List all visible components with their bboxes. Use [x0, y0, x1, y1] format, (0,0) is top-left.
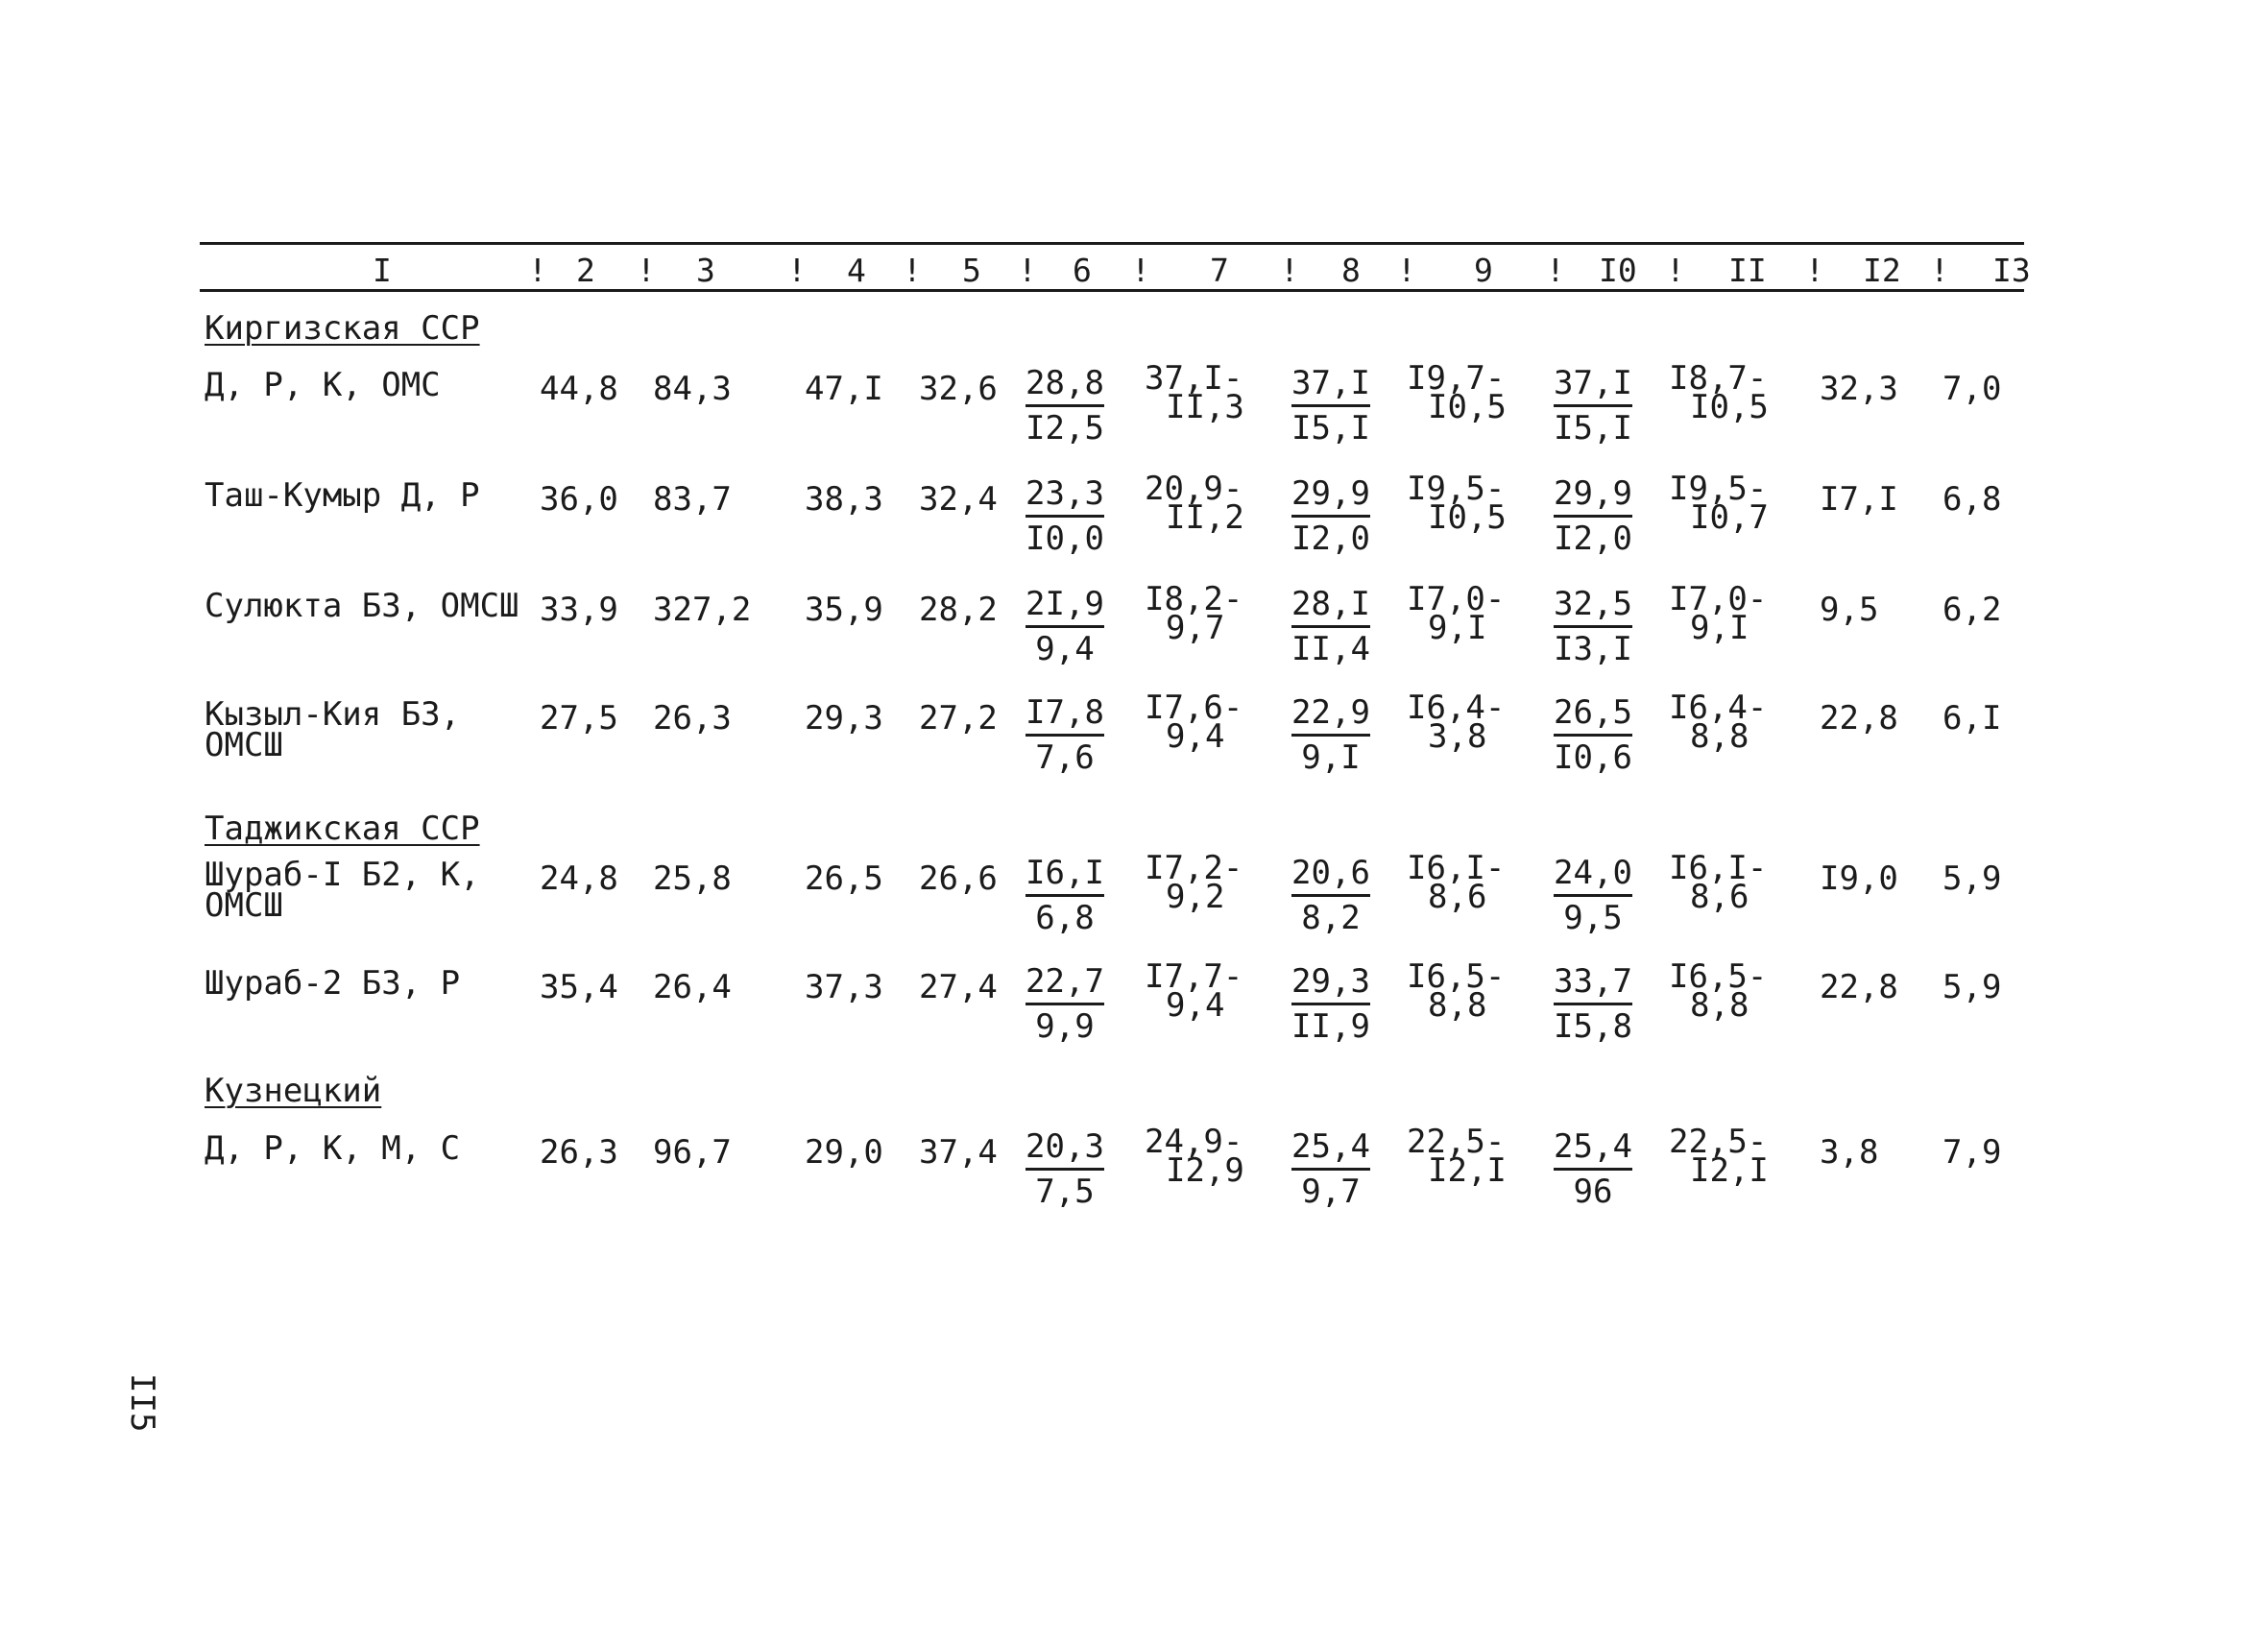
table-cell: 5,9: [1942, 859, 2002, 898]
column-separator: !: [1131, 252, 1150, 289]
table-cell: 27,5: [540, 699, 618, 738]
fraction-denominator: I0,6: [1554, 738, 1632, 777]
fraction-numerator: 28,8: [1025, 364, 1104, 407]
column-header-12: I2: [1863, 252, 1901, 289]
table-cell: 7,0: [1942, 370, 2002, 408]
table-cell: 35,9: [805, 591, 883, 629]
range-cell: [1669, 470, 1769, 537]
range-cell: [1407, 359, 1507, 426]
table-top-rule: [200, 242, 2024, 245]
range-start: I7,0-: [1407, 580, 1506, 618]
page-number: II5: [123, 1373, 161, 1433]
fraction-cell: [1025, 585, 1104, 668]
column-header-10: I0: [1599, 252, 1637, 289]
range-end: I0,5: [1428, 498, 1507, 537]
table-header-rule: [200, 289, 2024, 292]
fraction-denominator: 9,4: [1035, 630, 1095, 668]
fraction-numerator: 28,I: [1291, 585, 1370, 628]
range-end: II,3: [1166, 388, 1244, 426]
range-start: I7,0-: [1669, 580, 1768, 618]
table-cell: 25,8: [653, 859, 732, 898]
range-end: 8,6: [1690, 878, 1749, 916]
fraction-cell: [1291, 1127, 1370, 1211]
fraction-denominator: 6,8: [1035, 899, 1095, 937]
column-header-4: 4: [847, 252, 866, 289]
table-cell: 327,2: [653, 591, 752, 629]
fraction-denominator: 7,5: [1035, 1173, 1095, 1211]
table-cell: I9,0: [1820, 859, 1898, 898]
fraction-numerator: 20,3: [1025, 1127, 1104, 1171]
section-heading: Киргизская ССР: [205, 309, 480, 348]
fraction-numerator: 29,9: [1554, 474, 1632, 518]
range-start: I6,4-: [1407, 689, 1506, 727]
fraction-numerator: 20,6: [1291, 854, 1370, 897]
fraction-numerator: 23,3: [1025, 474, 1104, 518]
fraction-denominator: I5,I: [1291, 409, 1370, 448]
table-cell: 6,I: [1942, 699, 2002, 738]
fraction-denominator: 96: [1573, 1173, 1613, 1211]
table-cell: 38,3: [805, 480, 883, 519]
table-cell: 22,8: [1820, 968, 1898, 1006]
fraction-numerator: 29,9: [1291, 474, 1370, 518]
range-cell: [1407, 1123, 1507, 1190]
table-cell: 37,3: [805, 968, 883, 1006]
fraction-denominator: 9,I: [1301, 738, 1361, 777]
range-cell: [1407, 849, 1506, 916]
column-separator: !: [1546, 252, 1565, 289]
column-separator: !: [637, 252, 656, 289]
fraction-numerator: I7,8: [1025, 693, 1104, 737]
range-cell: [1145, 359, 1244, 426]
table-cell: 35,4: [540, 968, 618, 1006]
range-end: I0,5: [1428, 388, 1507, 426]
table-cell: 22,8: [1820, 699, 1898, 738]
column-separator: !: [1018, 252, 1037, 289]
table-cell: 26,4: [653, 968, 732, 1006]
fraction-numerator: 26,5: [1554, 693, 1632, 737]
fraction-denominator: II,4: [1291, 630, 1370, 668]
row-label: Шураб-2 Б3, Р: [205, 964, 461, 1003]
row-label: Сулюкта Б3, ОМСШ: [205, 587, 519, 625]
fraction-numerator: 37,I: [1291, 364, 1370, 407]
table-cell: 84,3: [653, 370, 732, 408]
fraction-numerator: 24,0: [1554, 854, 1632, 897]
range-start: I7,7-: [1145, 957, 1243, 996]
range-end: 8,8: [1690, 986, 1749, 1025]
table-cell: 27,4: [919, 968, 998, 1006]
column-separator: !: [903, 252, 922, 289]
column-header-5: 5: [962, 252, 981, 289]
table-cell: 26,6: [919, 859, 998, 898]
range-start: 24,9-: [1145, 1123, 1243, 1161]
range-start: I9,5-: [1407, 470, 1506, 508]
column-separator: !: [787, 252, 807, 289]
fraction-numerator: 32,5: [1554, 585, 1632, 628]
table-cell: 83,7: [653, 480, 732, 519]
fraction-numerator: 2I,9: [1025, 585, 1104, 628]
table-cell: I7,I: [1820, 480, 1898, 519]
range-start: I9,5-: [1669, 470, 1768, 508]
table-cell: 26,3: [653, 699, 732, 738]
column-header-9: 9: [1474, 252, 1493, 289]
fraction-denominator: I5,8: [1554, 1007, 1632, 1046]
range-start: I6,4-: [1669, 689, 1768, 727]
column-separator: !: [1397, 252, 1416, 289]
range-end: 9,I: [1428, 609, 1487, 647]
range-end: 8,6: [1428, 878, 1487, 916]
table-cell: 44,8: [540, 370, 618, 408]
range-end: 8,8: [1428, 986, 1487, 1025]
range-cell: [1669, 359, 1769, 426]
column-separator: !: [1280, 252, 1299, 289]
table-cell: 29,3: [805, 699, 883, 738]
fraction-denominator: I3,I: [1554, 630, 1632, 668]
range-start: I8,2-: [1145, 580, 1243, 618]
range-cell: [1407, 957, 1506, 1025]
fraction-numerator: 29,3: [1291, 962, 1370, 1005]
fraction-cell: [1025, 693, 1104, 777]
column-header-2: 2: [576, 252, 595, 289]
fraction-denominator: 7,6: [1035, 738, 1095, 777]
range-start: 37,I-: [1145, 359, 1243, 398]
fraction-numerator: I6,I: [1025, 854, 1104, 897]
range-cell: [1145, 849, 1243, 916]
range-start: I6,I-: [1669, 849, 1768, 887]
fraction-cell: [1025, 962, 1104, 1046]
range-cell: [1145, 470, 1244, 537]
column-separator: !: [528, 252, 547, 289]
fraction-cell: [1291, 962, 1370, 1046]
section-heading: Таджикская ССР: [205, 810, 480, 848]
column-separator: !: [1666, 252, 1685, 289]
column-separator: !: [1930, 252, 1949, 289]
range-cell: [1145, 580, 1243, 647]
range-end: 9,4: [1166, 717, 1225, 756]
row-label: Шураб-I Б2, К, ОМСШ: [205, 856, 480, 925]
column-header-8: 8: [1341, 252, 1361, 289]
range-start: I8,7-: [1669, 359, 1768, 398]
range-end: 9,7: [1166, 609, 1225, 647]
range-cell: [1145, 689, 1243, 756]
fraction-cell: [1554, 854, 1632, 937]
column-header-7: 7: [1210, 252, 1229, 289]
range-end: 9,2: [1166, 878, 1225, 916]
range-cell: [1669, 689, 1768, 756]
fraction-numerator: 22,9: [1291, 693, 1370, 737]
fraction-numerator: 37,I: [1554, 364, 1632, 407]
row-label: Д, Р, К, М, С: [205, 1129, 461, 1168]
table-cell: 47,I: [805, 370, 883, 408]
fraction-cell: [1291, 854, 1370, 937]
table-cell: 24,8: [540, 859, 618, 898]
range-end: 8,8: [1690, 717, 1749, 756]
table-cell: 32,6: [919, 370, 998, 408]
fraction-cell: [1554, 474, 1632, 558]
range-cell: [1407, 689, 1506, 756]
fraction-cell: [1554, 1127, 1632, 1211]
fraction-denominator: 9,5: [1563, 899, 1623, 937]
range-cell: [1669, 957, 1768, 1025]
range-start: I9,7-: [1407, 359, 1506, 398]
table-cell: 7,9: [1942, 1133, 2002, 1172]
fraction-cell: [1554, 364, 1632, 448]
fraction-cell: [1554, 585, 1632, 668]
range-cell: [1669, 849, 1768, 916]
range-end: I0,5: [1690, 388, 1769, 426]
range-end: I0,7: [1690, 498, 1769, 537]
range-start: I7,2-: [1145, 849, 1243, 887]
range-start: 22,5-: [1669, 1123, 1768, 1161]
column-header-1: I: [373, 252, 392, 289]
range-start: I7,6-: [1145, 689, 1243, 727]
fraction-numerator: 22,7: [1025, 962, 1104, 1005]
table-cell: 36,0: [540, 480, 618, 519]
table-cell: 3,8: [1820, 1133, 1879, 1172]
fraction-denominator: I2,0: [1291, 520, 1370, 558]
range-end: 9,4: [1166, 986, 1225, 1025]
range-end: I2,I: [1690, 1151, 1769, 1190]
fraction-cell: [1291, 364, 1370, 448]
fraction-denominator: 9,7: [1301, 1173, 1361, 1211]
table-cell: 37,4: [919, 1133, 998, 1172]
fraction-cell: [1554, 693, 1632, 777]
range-start: I6,5-: [1407, 957, 1506, 996]
table-cell: 5,9: [1942, 968, 2002, 1006]
range-start: 22,5-: [1407, 1123, 1506, 1161]
table-cell: 26,3: [540, 1133, 618, 1172]
table-cell: 6,2: [1942, 591, 2002, 629]
fraction-cell: [1025, 1127, 1104, 1211]
range-cell: [1669, 580, 1768, 647]
table-cell: 29,0: [805, 1133, 883, 1172]
range-start: I6,I-: [1407, 849, 1506, 887]
fraction-cell: [1554, 962, 1632, 1046]
column-header-3: 3: [696, 252, 715, 289]
range-cell: [1407, 470, 1507, 537]
range-cell: [1145, 1123, 1244, 1190]
range-start: 20,9-: [1145, 470, 1243, 508]
range-start: I6,5-: [1669, 957, 1768, 996]
fraction-denominator: I5,I: [1554, 409, 1632, 448]
fraction-numerator: 25,4: [1554, 1127, 1632, 1171]
table-cell: 96,7: [653, 1133, 732, 1172]
fraction-numerator: 25,4: [1291, 1127, 1370, 1171]
range-cell: [1145, 957, 1243, 1025]
range-cell: [1407, 580, 1506, 647]
column-separator: !: [1805, 252, 1824, 289]
fraction-denominator: 9,9: [1035, 1007, 1095, 1046]
row-label: Таш-Кумыр Д, Р: [205, 476, 480, 515]
table-cell: 28,2: [919, 591, 998, 629]
table-cell: 33,9: [540, 591, 618, 629]
fraction-denominator: 8,2: [1301, 899, 1361, 937]
row-label: Д, Р, К, ОМС: [205, 366, 441, 404]
table-cell: 32,3: [1820, 370, 1898, 408]
fraction-cell: [1291, 585, 1370, 668]
range-end: I2,9: [1166, 1151, 1244, 1190]
fraction-cell: [1025, 364, 1104, 448]
table-cell: 26,5: [805, 859, 883, 898]
column-header-6: 6: [1073, 252, 1092, 289]
fraction-denominator: I2,0: [1554, 520, 1632, 558]
fraction-denominator: I0,0: [1025, 520, 1104, 558]
fraction-numerator: 33,7: [1554, 962, 1632, 1005]
table-cell: 32,4: [919, 480, 998, 519]
fraction-denominator: I2,5: [1025, 409, 1104, 448]
range-end: II,2: [1166, 498, 1244, 537]
fraction-cell: [1025, 854, 1104, 937]
range-end: 9,I: [1690, 609, 1749, 647]
fraction-cell: [1025, 474, 1104, 558]
range-cell: [1669, 1123, 1769, 1190]
row-label: Кызыл-Кия Б3, ОМСШ: [205, 695, 461, 764]
table-cell: 27,2: [919, 699, 998, 738]
table-cell: 6,8: [1942, 480, 2002, 519]
fraction-denominator: II,9: [1291, 1007, 1370, 1046]
range-end: 3,8: [1428, 717, 1487, 756]
section-heading: Кузнецкий: [205, 1072, 382, 1110]
fraction-cell: [1291, 474, 1370, 558]
table-cell: 9,5: [1820, 591, 1879, 629]
column-header-11: II: [1728, 252, 1767, 289]
range-end: I2,I: [1428, 1151, 1507, 1190]
column-header-13: I3: [1992, 252, 2031, 289]
fraction-cell: [1291, 693, 1370, 777]
